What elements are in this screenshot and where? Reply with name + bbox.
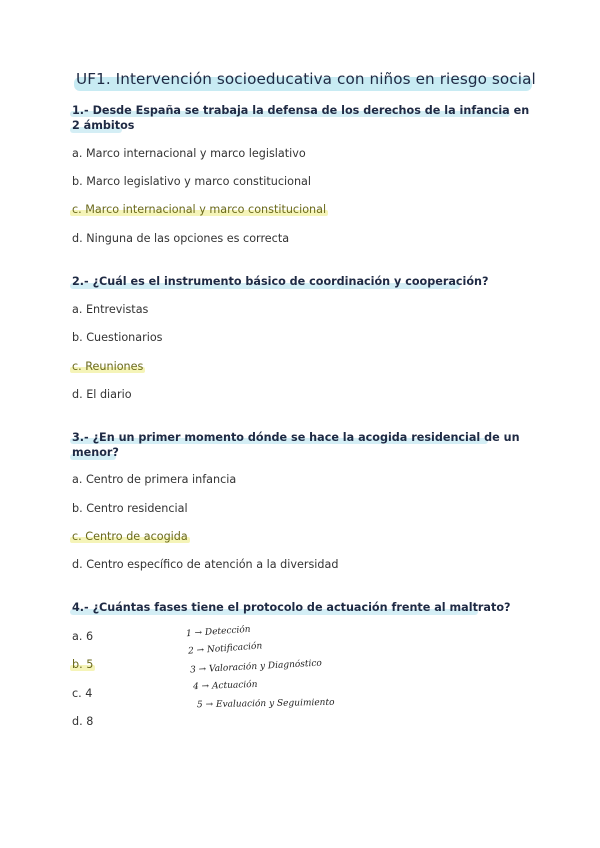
option-3d: d. Centro específico de atención a la diversidad	[72, 558, 339, 571]
handwritten-note-3: 3 → Valoración y Diagnóstico	[189, 658, 323, 676]
option-4d: d. 8	[72, 715, 94, 728]
question-3	[72, 430, 532, 460]
question-text: 4.- ¿Cuántas fases tiene el protocolo de actuación frente al maltrato?	[72, 601, 511, 614]
option-1a: a. Marco internacional y marco legislativo	[72, 147, 306, 160]
option-3c-correct: c. Centro de acogida	[72, 530, 188, 543]
option-2b: b. Cuestionarios	[72, 331, 163, 344]
page-title	[76, 70, 536, 92]
option-1d: d. Ninguna de las opciones es correcta	[72, 232, 290, 245]
handwritten-note-2: 2 → Notificación	[187, 641, 263, 657]
option-4a: a. 6	[72, 630, 94, 643]
title-text: UF1. Intervención socioeducativa con niños en riesgo social	[76, 70, 536, 88]
option-2a: a. Entrevistas	[72, 303, 149, 316]
option-3b: b. Centro residencial	[72, 502, 188, 515]
option-2c-correct: c. Reuniones	[72, 360, 144, 373]
option-3a: a. Centro de primera infancia	[72, 473, 237, 486]
handwritten-note-5: 5 → Evaluación y Seguimiento	[196, 697, 335, 711]
question-text: 3.- ¿En un primer momento dónde se hace la acogida residencial de un menor?	[72, 431, 520, 459]
option-1b: b. Marco legislativo y marco constitucional	[72, 175, 312, 188]
option-4c: c. 4	[72, 687, 93, 700]
question-text: 1.- Desde España se trabaja la defensa de los derechos de la infancia en 2 ámbitos	[72, 104, 530, 132]
question-1	[72, 103, 532, 133]
option-2d: d. El diario	[72, 388, 132, 401]
handwritten-note-4: 4 → Actuación	[192, 679, 258, 693]
handwritten-note-1: 1 → Detección	[185, 624, 251, 640]
question-text: 2.- ¿Cuál es el instrumento básico de coordinación y cooperación?	[72, 275, 489, 288]
option-4b-correct: b. 5	[72, 658, 94, 671]
question-4	[72, 600, 532, 615]
question-2	[72, 274, 532, 289]
option-1c-correct: c. Marco internacional y marco constitucional	[72, 203, 327, 216]
